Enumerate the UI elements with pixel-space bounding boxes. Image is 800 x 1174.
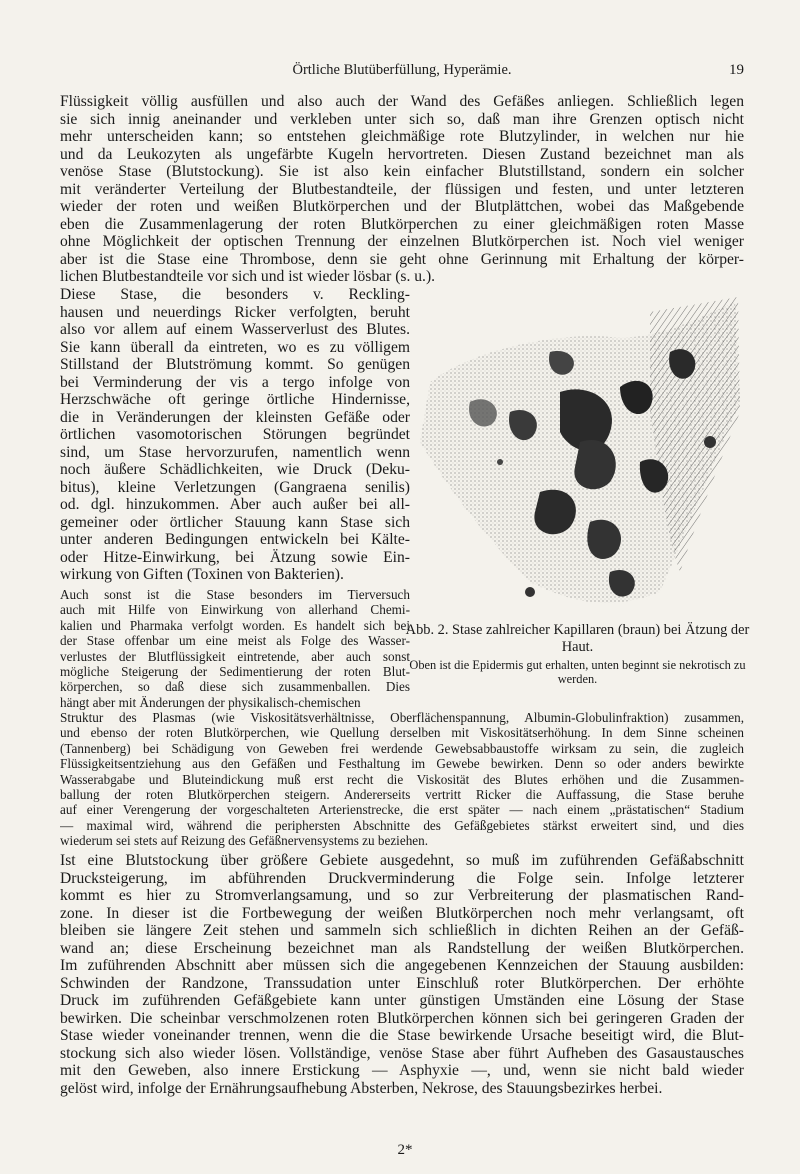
text-line: Stillstand der Blutströmung kommt. So genügen [60, 356, 410, 373]
text-line: gemeiner oder örtlicher Stauung kann Stase sich [60, 513, 410, 531]
text-line: wiederum sei stets auf Reizung des Gefäßnervensystems zu beziehen. [60, 833, 429, 849]
signature-mark: 2* [397, 1142, 413, 1158]
text-line: Im zuführenden Abschnitt aber müssen sich die angegebenen Kennzeichen der Stauung ausbilden: [60, 957, 744, 974]
text-line: und da Leukozyten als ungefärbte Kugeln hervortreten. Diesen Zustand bezeichnet man als [60, 145, 744, 163]
text-line: Auch sonst ist die Stase besonders im Tierversuch [60, 587, 410, 602]
text-line: lichen Blutbestandteile vor sich und ist wieder lösbar (s. u.). [60, 268, 436, 285]
text-line: die in Veränderungen der kleinsten Gefäße oder [60, 408, 410, 426]
text-line: wirkung von Giften (Toxinen von Bakterien). [60, 566, 344, 583]
figure-stase-illustration [410, 292, 744, 618]
text-line: sie sich innig aneinander und verkleben unter sich so, daß man ihre Grenzen optisch nicht [60, 110, 744, 128]
text-line: oder Hitze-Einwirkung, bei Ätzung sowie Ein- [60, 548, 410, 566]
text-line: kommt es hier zu Stromverlangsamung, und so zur Verbreiterung der plasmatischen Rand- [60, 887, 744, 904]
paragraph-3 [60, 852, 744, 1097]
text-line: auf einer Verengerung der vorgeschalteten Arterienstrecke, die erst später — nach einem „prästatischen“ Stadium [60, 802, 744, 818]
figure-microscopy-image [410, 292, 744, 618]
text-line: mehr unterscheiden kann; so entstehen gleichmäßige rote Blutzylinder, in welchen nur hie [60, 128, 744, 145]
text-line: wand an; diese Erscheinung bezeichnet man als Randstellung der weißen Blutkörperchen. [60, 939, 744, 957]
text-line: mit veränderter Verteilung der Blutbestandteile, der flüssigen und festen, und unter letzteren [60, 180, 744, 198]
page-number: 19 [729, 62, 744, 78]
text-line: kalien und Pharmaka verfolgt worden. Es handelt sich bei [60, 617, 410, 633]
text-line: Drucksteigerung, im abführenden Druckverminderung die Folge sein. Infolge letzterer [60, 869, 744, 887]
text-line: Diese Stase, die besonders v. Reckling- [60, 286, 410, 303]
text-line: Ist eine Blutstockung über größere Gebiete ausgedehnt, so muß im zuführenden Gefäßabschnitt [60, 852, 744, 869]
text-line: eben die Zusammenlagerung der roten Blutkörperchen zu einer gleichmäßigen roten Masse [60, 215, 744, 233]
text-line: ballung der roten Blutkörperchen steigern. Andererseits vertritt Ricker die Auffassung, die Stase beruhe [60, 786, 744, 802]
text-line: Sie kann überall da eintreten, wo es zu völligem [60, 338, 410, 356]
small-print-full [60, 710, 744, 849]
figure-caption-main: Abb. 2. Stase zahlreicher Kapillaren (braun) bei Ätzung der Haut. [405, 622, 750, 655]
text-line: bleiben sie längere Zeit stehen und sammeln sich schließlich in dichten Reihen an der Gefäß- [60, 922, 744, 939]
paragraph-2 [60, 286, 410, 584]
running-header [60, 62, 744, 82]
text-line: Stase wieder voneinander trennen, wenn die die Stase bewirkende Ursache beseitigt wird, die Blut- [60, 1027, 744, 1044]
page-footer [0, 1142, 800, 1159]
text-line: Druck im zuführenden Gefäßgebiete kann unter günstigen Umständen eine Lösung der Stase [60, 992, 744, 1009]
text-line: Herzschwäche oft geringe örtliche Hindernisse, [60, 391, 410, 408]
text-line: hausen und neuerdings Ricker verfolgten, beruht [60, 303, 410, 321]
figure-caption-sub: Oben ist die Epidermis gut erhalten, unten beginnt sie nekrotisch zu werden. [409, 658, 746, 686]
text-line: bewirken. Die scheinbar verschmolzenen roten Blutkörperchen können sich bei geringeren Graden der [60, 1009, 744, 1027]
text-line: mögliche Steigerung der Sedimentierung der roten Blut- [60, 663, 410, 679]
text-line: bei Verminderung der vis a tergo infolge von [60, 373, 410, 391]
text-line: wieder der roten und weißen Blutkörperchen und der Blutplättchen, wobei das Maßgebende [60, 198, 744, 215]
text-line: gelöst wird, infolge der Ernährungsaufhebung Absterben, Nekrose, des Stauungsbezirkes herbei. [60, 1079, 663, 1097]
paragraph-1 [60, 93, 744, 286]
text-line: der Stase offenbar um eine meist als Folge des Wasser- [60, 633, 410, 649]
text-line: und ebenso der roten Blutkörperchen, wie Quellung derselben mit Viskositätserhöhung. In dem Sinne scheinen [60, 725, 744, 741]
text-line: Struktur des Plasmas (wie Viskositätsverhältnisse, Oberflächenspannung, Albumin-Globulinfraktion) zusammen, [60, 710, 744, 725]
small-print-wrapped [60, 587, 410, 710]
text-line: Wasserabgabe und Bluteindickung muß erst recht die Viskosität des Blutes erhöhen und die Zusammen- [60, 771, 744, 787]
text-line: aber ist die Stase eine Thrombose, denn sie geht ohne Gerinnung mit Erhaltung der körper- [60, 250, 744, 268]
text-line: hängt aber mit Änderungen der physikalisch-chemischen [60, 694, 361, 710]
text-line: unter anderen Bedingungen entwickeln bei Kälte- [60, 531, 410, 548]
text-line: od. dgl. hinzukommen. Aber auch außer bei all- [60, 496, 410, 513]
text-line: auch mit Hilfe von Einwirkung von allerhand Chemi- [60, 602, 410, 618]
text-line: also vor allem auf einem Wasserverlust des Blutes. [60, 321, 410, 338]
text-line: Flüssigkeit völlig ausfüllen und also auch der Wand des Gefäßes anliegen. Schließlich legen [60, 93, 744, 110]
figure-caption [405, 622, 750, 686]
text-line: zone. In dieser ist die Fortbewegung der weißen Blutkörperchen noch mehr verlangsamt, oft [60, 904, 744, 922]
text-line: bitus), kleine Verletzungen (Gangraena senilis) [60, 478, 410, 496]
text-line: stockung sich also wieder lösen. Vollständige, venöse Stase aber führt Aufheben des Gasaustausches [60, 1044, 744, 1062]
text-line: noch äußere Schädlichkeiten, wie Druck (Deku- [60, 461, 410, 478]
text-line: örtlichen vasomotorischen Störungen begründet [60, 426, 410, 443]
text-line: — maximal wird, während die periphersten Abschnitte des Gefäßgebietes stärkst erweitert sind, und dies [60, 817, 744, 833]
text-line: venöse Stase (Blutstockung). Sie ist also kein einfacher Blutstillstand, sondern ein solcher [60, 163, 744, 180]
text-line: sind, um Stase hervorzurufen, namentlich wenn [60, 443, 410, 461]
text-line: ohne Möglichkeit der optischen Trennung der einzelnen Blutkörperchen ist. Noch viel weniger [60, 233, 744, 250]
text-line: verlustes der Blutflüssigkeit eintretende, aber auch sonst [60, 648, 410, 664]
text-line: Schwinden der Randzone, Transsudation unter Einschluß roter Blutkörperchen. Der erhöhte [60, 974, 744, 992]
text-line: mit den Geweben, also innere Erstickung — Asphyxie —, und, wenn sie nicht bald wieder [60, 1062, 744, 1079]
text-line: körperchen, so daß diese sich zusammenballen. Dies [60, 679, 410, 695]
text-line: Flüssigkeitsentziehung aus den Gefäßen und Festhaltung im Gewebe bewirken. Denn so oder anders bewirkte [60, 756, 744, 772]
header-title: Örtliche Blutüberfüllung, Hyperämie. [292, 62, 512, 78]
text-line: (Tannenberg) bei Schädigung von Geweben frei werdende Gewebsabbaustoffe wirksam zu sein, die zugleich [60, 740, 744, 756]
